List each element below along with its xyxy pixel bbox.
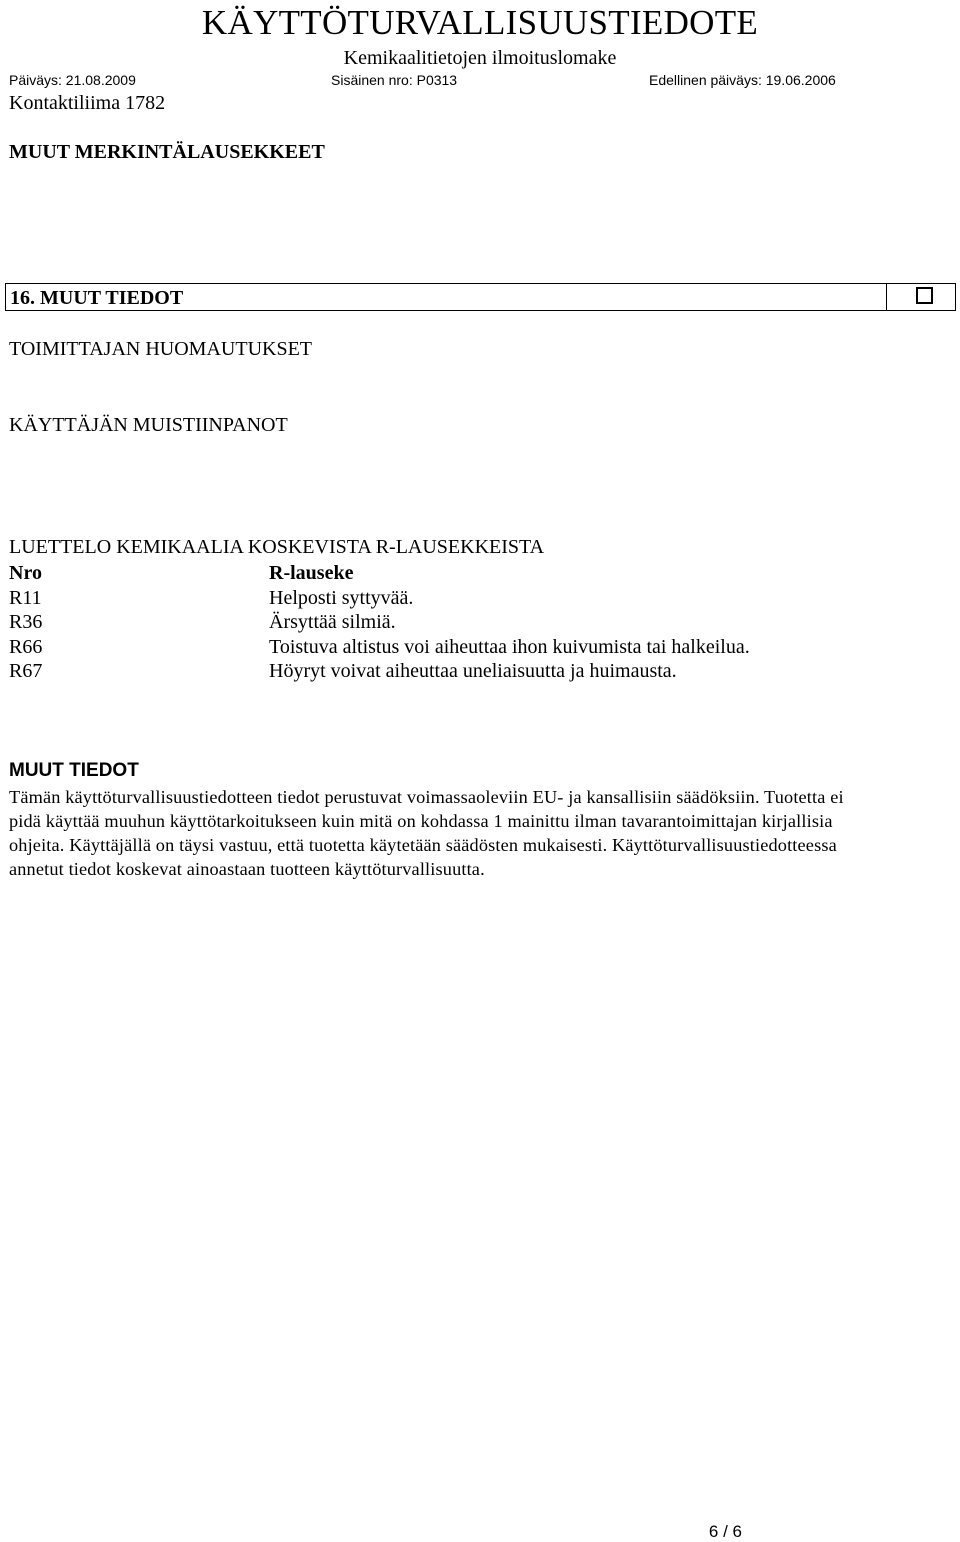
section-16-bar (5, 283, 956, 311)
r-phrase-list-heading: LUETTELO KEMIKAALIA KOSKEVISTA R-LAUSEKKEISTA (9, 536, 545, 558)
col-header-phrase: R-lauseke (269, 562, 354, 584)
r-text: Höyryt voivat aiheuttaa uneliaisuutta ja huimausta. (269, 660, 677, 682)
table-row (9, 585, 909, 610)
user-notes-heading: KÄYTTÄJÄN MUISTIINPANOT (9, 414, 288, 436)
document-title: KÄYTTÖTURVALLISUUSTIEDOTE (201, 3, 759, 42)
supplier-notes-heading: TOIMITTAJAN HUOMAUTUKSET (9, 338, 313, 360)
col-header-no: Nro (9, 562, 42, 584)
other-info-line: Tämän käyttöturvallisuustiedotteen tiedot perustuvat voimassaoleviin EU- ja kansallisiin säädöksiin. Tuotetta ei (9, 787, 844, 807)
product-name: Kontaktiliima 1782 (9, 92, 166, 114)
table-row (9, 658, 909, 683)
previous-date: Edellinen päiväys: 19.06.2006 (649, 72, 836, 88)
r-text: Ärsyttää silmiä. (269, 611, 396, 633)
other-labels-heading: MUUT MERKINTÄLAUSEKKEET (9, 141, 325, 163)
r-code: R36 (9, 611, 43, 633)
r-code: R67 (9, 660, 43, 682)
document-subtitle: Kemikaalitietojen ilmoituslomake (343, 47, 617, 69)
page-number: 6 / 6 (708, 1522, 742, 1541)
other-info-line: ohjeita. Käyttäjällä on täysi vastuu, että tuotetta käytetään säädösten mukaisesti. Käyttöturvallisuustiedotteessa (9, 835, 837, 855)
other-info-line: pidä käyttää muuhun käyttötarkoitukseen kuin mitä on kohdassa 1 mainittu ilman tavarantoimittajan kirjallisia (9, 811, 833, 831)
r-phrase-table (9, 560, 909, 683)
other-info-paragraph (9, 785, 939, 881)
section-16-checkbox[interactable] (916, 287, 933, 304)
r-text: Toistuva altistus voi aiheuttaa ihon kuivumista tai halkeilua. (269, 635, 750, 658)
other-info-heading: MUUT TIEDOT (9, 760, 139, 781)
section-bar-divider (886, 284, 887, 310)
r-phrase-table-header (9, 560, 909, 585)
document-date: Päiväys: 21.08.2009 (9, 72, 136, 88)
r-text: Helposti syttyvää. (269, 586, 414, 609)
table-row (9, 634, 909, 659)
section-16-title: 16. MUUT TIEDOT (10, 287, 184, 309)
table-row (9, 609, 909, 634)
other-info-line: annetut tiedot koskevat ainoastaan tuotteen käyttöturvallisuutta. (9, 859, 485, 879)
r-code: R11 (9, 586, 42, 609)
r-code: R66 (9, 635, 43, 658)
internal-number: Sisäinen nro: P0313 (331, 72, 458, 88)
